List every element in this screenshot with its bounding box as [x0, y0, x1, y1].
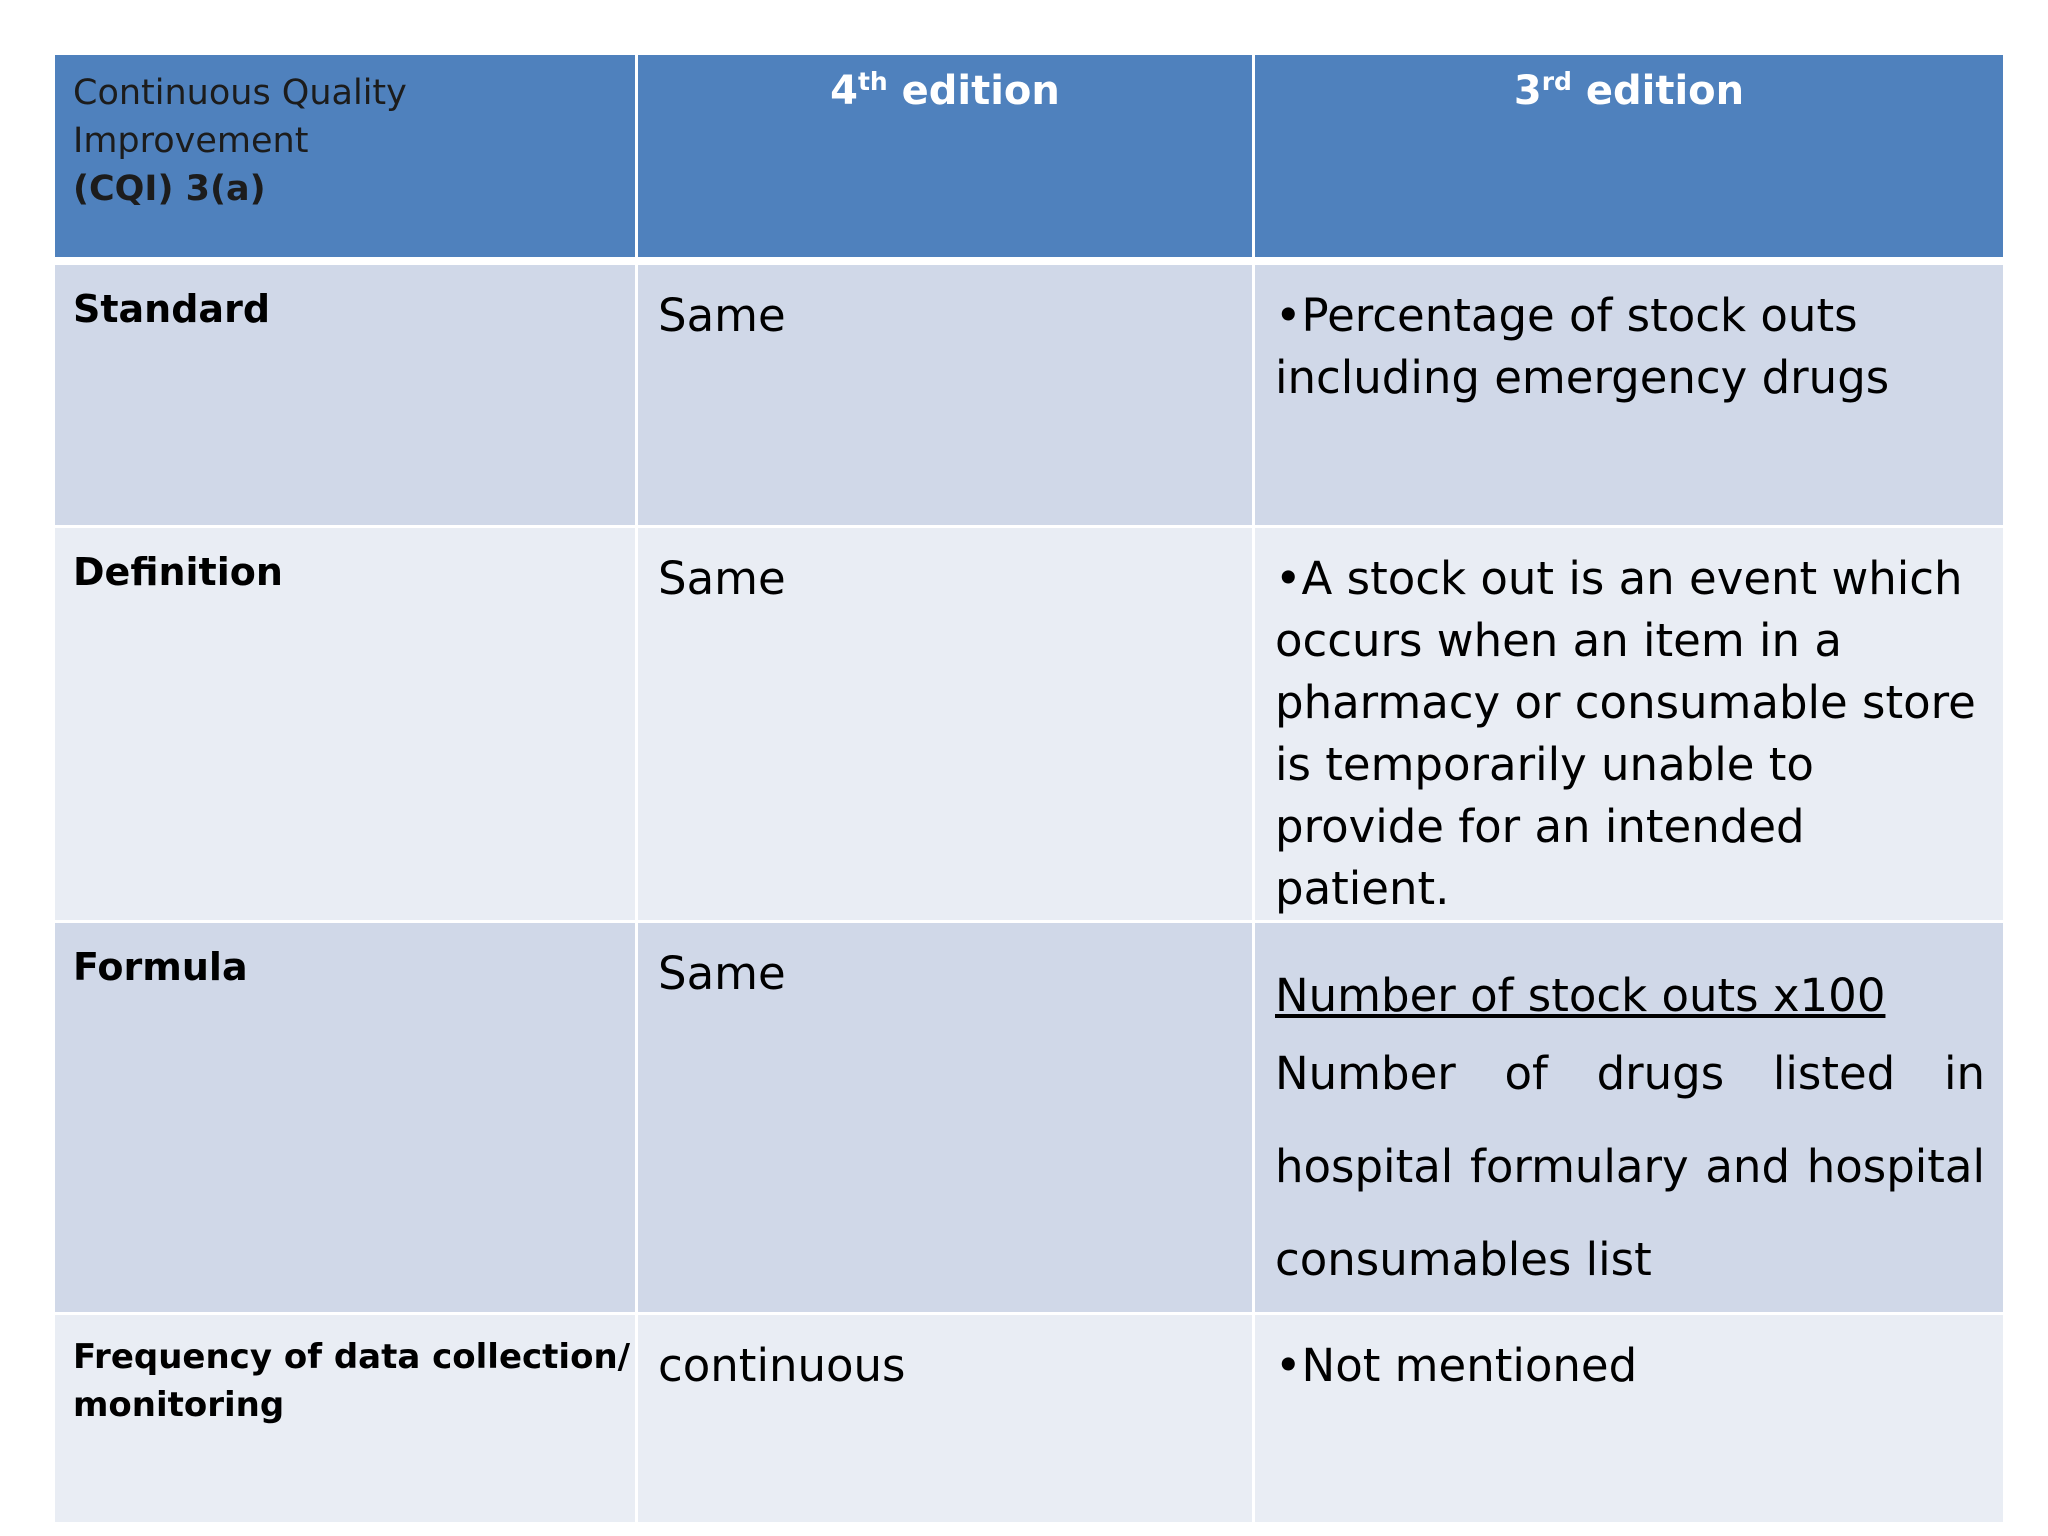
header-3rd-edition [1254, 54, 2005, 261]
cell-definition-3rd: •A stock out is an event which occurs when an item in a pharmacy or consumable store is temporarily unable to provide for an intended patient. [1254, 527, 2005, 922]
table-row-standard [54, 261, 2005, 527]
row-label-standard: Standard [54, 261, 637, 527]
header-3rd-suffix: rd [1541, 67, 1572, 96]
header-4th-edition [637, 54, 1254, 261]
formula-denominator-line2: consumables list [1275, 1233, 1652, 1286]
comparison-table [52, 52, 2006, 1525]
row-label-definition: Definition [54, 527, 637, 922]
header-4th-suffix: th [857, 67, 888, 96]
cell-standard-3rd: •Percentage of stock outs including emergency drugs [1254, 261, 2005, 527]
formula-denominator-line1: Number of drugs listed in hospital formulary and hospital [1275, 1047, 1985, 1193]
cell-formula-3rd [1254, 922, 2005, 1314]
cell-standard-4th: Same [637, 261, 1254, 527]
cell-definition-4th: Same [637, 527, 1254, 922]
table-header-row [54, 54, 2005, 261]
table-row-formula [54, 922, 2005, 1314]
row-label-formula: Formula [54, 922, 637, 1314]
row-label-frequency: Frequency of data collection/ monitoring [54, 1314, 637, 1524]
cell-frequency-4th: continuous [637, 1314, 1254, 1524]
table-row-definition [54, 527, 2005, 922]
cell-frequency-3rd: •Not mentioned [1254, 1314, 2005, 1524]
formula-numerator: Number of stock outs x100 [1275, 969, 1886, 1022]
cell-formula-4th: Same [637, 922, 1254, 1314]
header-3rd-number: 3 [1513, 68, 1542, 114]
table-row-frequency [54, 1314, 2005, 1524]
header-4th-number: 4 [830, 68, 858, 114]
header-title-line2: (CQI) 3(a) [73, 169, 266, 209]
header-cqi-title [54, 54, 637, 261]
header-3rd-label: edition [1571, 68, 1745, 114]
header-4th-label: edition [887, 68, 1060, 114]
header-title-line1: Continuous Quality Improvement [73, 73, 407, 161]
formula-denominator [1275, 1027, 1985, 1306]
